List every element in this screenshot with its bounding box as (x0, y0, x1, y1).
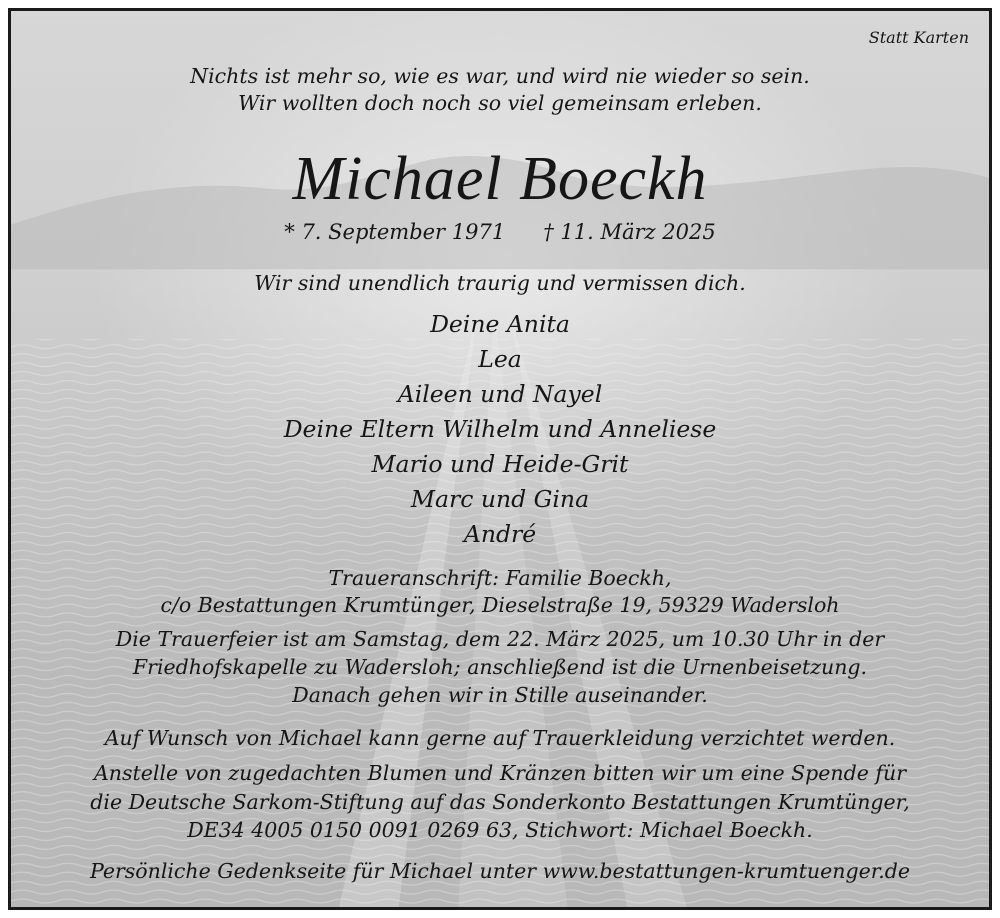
ceremony-line: Die Trauerfeier ist am Samstag, dem 22. März 2025, um 10.30 Uhr in der (115, 627, 885, 651)
intro-line: Nichts ist mehr so, wie es war, und wird nie wieder so sein. (190, 64, 810, 88)
donation-line: die Deutsche Sarkom-Stiftung auf das Sonderkonto Bestattungen Krumtünger, (90, 790, 910, 814)
memorial-page-link[interactable]: Persönliche Gedenkseite für Michael unter www.bestattungen-krumtuenger.de (89, 859, 911, 883)
notice-content (11, 11, 989, 907)
intro-line: Wir wollten doch noch so viel gemeinsam erleben. (238, 91, 762, 115)
death-date: † 11. März 2025 (543, 220, 716, 244)
ceremony-line: Danach gehen wir in Stille auseinander. (292, 683, 708, 707)
mourning-line: Wir sind unendlich traurig und vermissen dich. (254, 271, 746, 295)
ceremony-line: Friedhofskapelle zu Wadersloh; anschließend ist die Urnenbeisetzung. (132, 655, 868, 679)
dress-note: Auf Wunsch von Michael kann gerne auf Trauerkleidung verzichtet werden. (104, 726, 896, 750)
family-member: Deine Eltern Wilhelm und Anneliese (283, 415, 717, 443)
birth-date: * 7. September 1971 (284, 220, 506, 244)
family-member: Marc und Gina (410, 485, 590, 513)
family-member: Aileen und Nayel (397, 380, 603, 408)
family-member: Mario und Heide-Grit (371, 450, 629, 478)
deceased-name: Michael Boeckh (292, 145, 708, 213)
statt-karten-label: Statt Karten (868, 28, 969, 47)
address-line: c/o Bestattungen Krumtünger, Dieselstraße 19, 59329 Wadersloh (160, 593, 840, 617)
donation-line: Anstelle von zugedachten Blumen und Kränzen bitten wir um eine Spende für (93, 761, 906, 785)
donation-line: DE34 4005 0150 0091 0269 63, Stichwort: Michael Boeckh. (187, 818, 813, 842)
family-member: André (463, 520, 537, 548)
life-dates (11, 222, 989, 243)
family-member: Lea (478, 345, 522, 373)
address-line: Traueranschrift: Familie Boeckh, (328, 566, 672, 590)
family-member: Deine Anita (430, 310, 570, 338)
obituary-notice (8, 8, 992, 910)
